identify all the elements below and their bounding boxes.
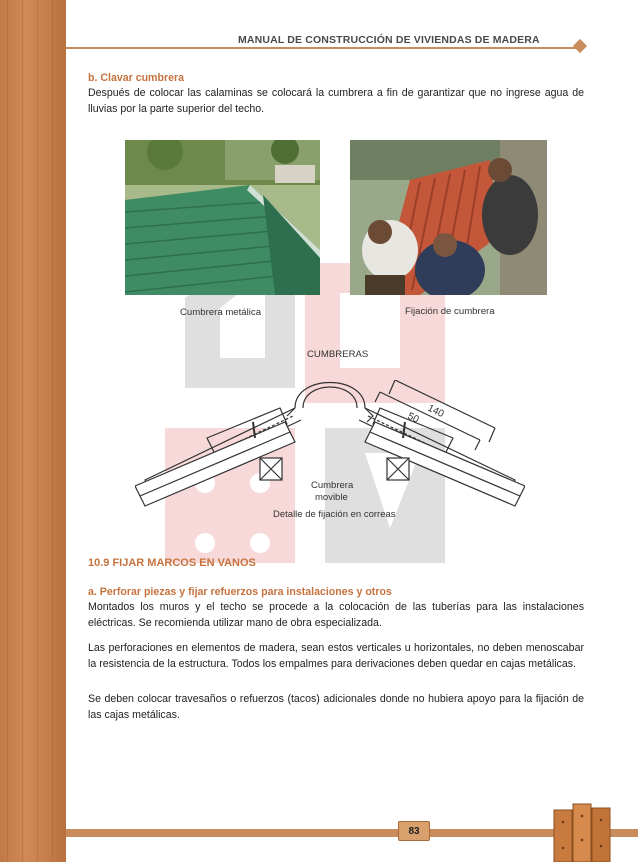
dimension-50: 50 — [405, 410, 421, 426]
page-header-title: MANUAL DE CONSTRUCCIÓN DE VIVIENDAS DE MADERA — [238, 34, 540, 46]
paragraph-perforaciones: Las perforaciones en elementos de madera, sean estos verticales u horizontales, no deben menoscabar la resistencia de la estructura. Todos los empalmes para derivaciones deben quedar en cajas metálicas. — [88, 642, 584, 670]
caption-cumbrera-metalica: Cumbrera metálica — [180, 307, 262, 318]
photo-fijacion-cumbrera — [350, 140, 547, 295]
header-diamond-icon — [573, 39, 587, 53]
page-number-badge — [398, 821, 430, 841]
photo-cumbrera-metalica — [125, 140, 320, 295]
ridge-cap — [295, 383, 373, 423]
section-a-text: Montados los muros y el techo se procede a la colocación de las tuberías para las instalaciones eléctricas. Se recomienda utilizar mano de obra especializada. — [88, 601, 584, 629]
section-b-text: Después de colocar las calaminas se colocará la cumbrera a fin de garantizar que no ingrese agua de lluvias por la parte superior del techo. — [88, 87, 584, 115]
dimension-140: 140 — [425, 402, 446, 421]
section-a-heading-wrap — [88, 584, 584, 600]
wood-grain-texture — [0, 0, 66, 862]
label-movible: movible — [315, 492, 348, 503]
section-b-heading — [88, 70, 584, 86]
paragraph-travesanos: Se deben colocar travesaños o refuerzos (tacos) adicionales donde no hubiera apoyo para la fijación de las cajas metálicas. — [88, 693, 584, 721]
clavar-cumbrera-heading: b. Clavar cumbrera — [88, 72, 184, 84]
section-10-9-title: 10.9 FIJAR MARCOS EN VANOS — [88, 557, 256, 569]
caption-fijacion-cumbrera: Fijación de cumbrera — [405, 306, 495, 317]
wood-planks-icon — [552, 800, 612, 862]
perforar-piezas-heading: a. Perforar piezas y fijar refuerzos para instalaciones y otros — [88, 586, 392, 598]
label-cumbrera: Cumbrera — [311, 480, 354, 491]
diagram-cumbreras — [135, 380, 525, 520]
detail-caption: Detalle de fijación en correas — [273, 509, 396, 520]
diagram-title: CUMBRERAS — [307, 349, 369, 360]
header-rule — [66, 47, 580, 49]
page-number: 83 — [408, 825, 420, 837]
